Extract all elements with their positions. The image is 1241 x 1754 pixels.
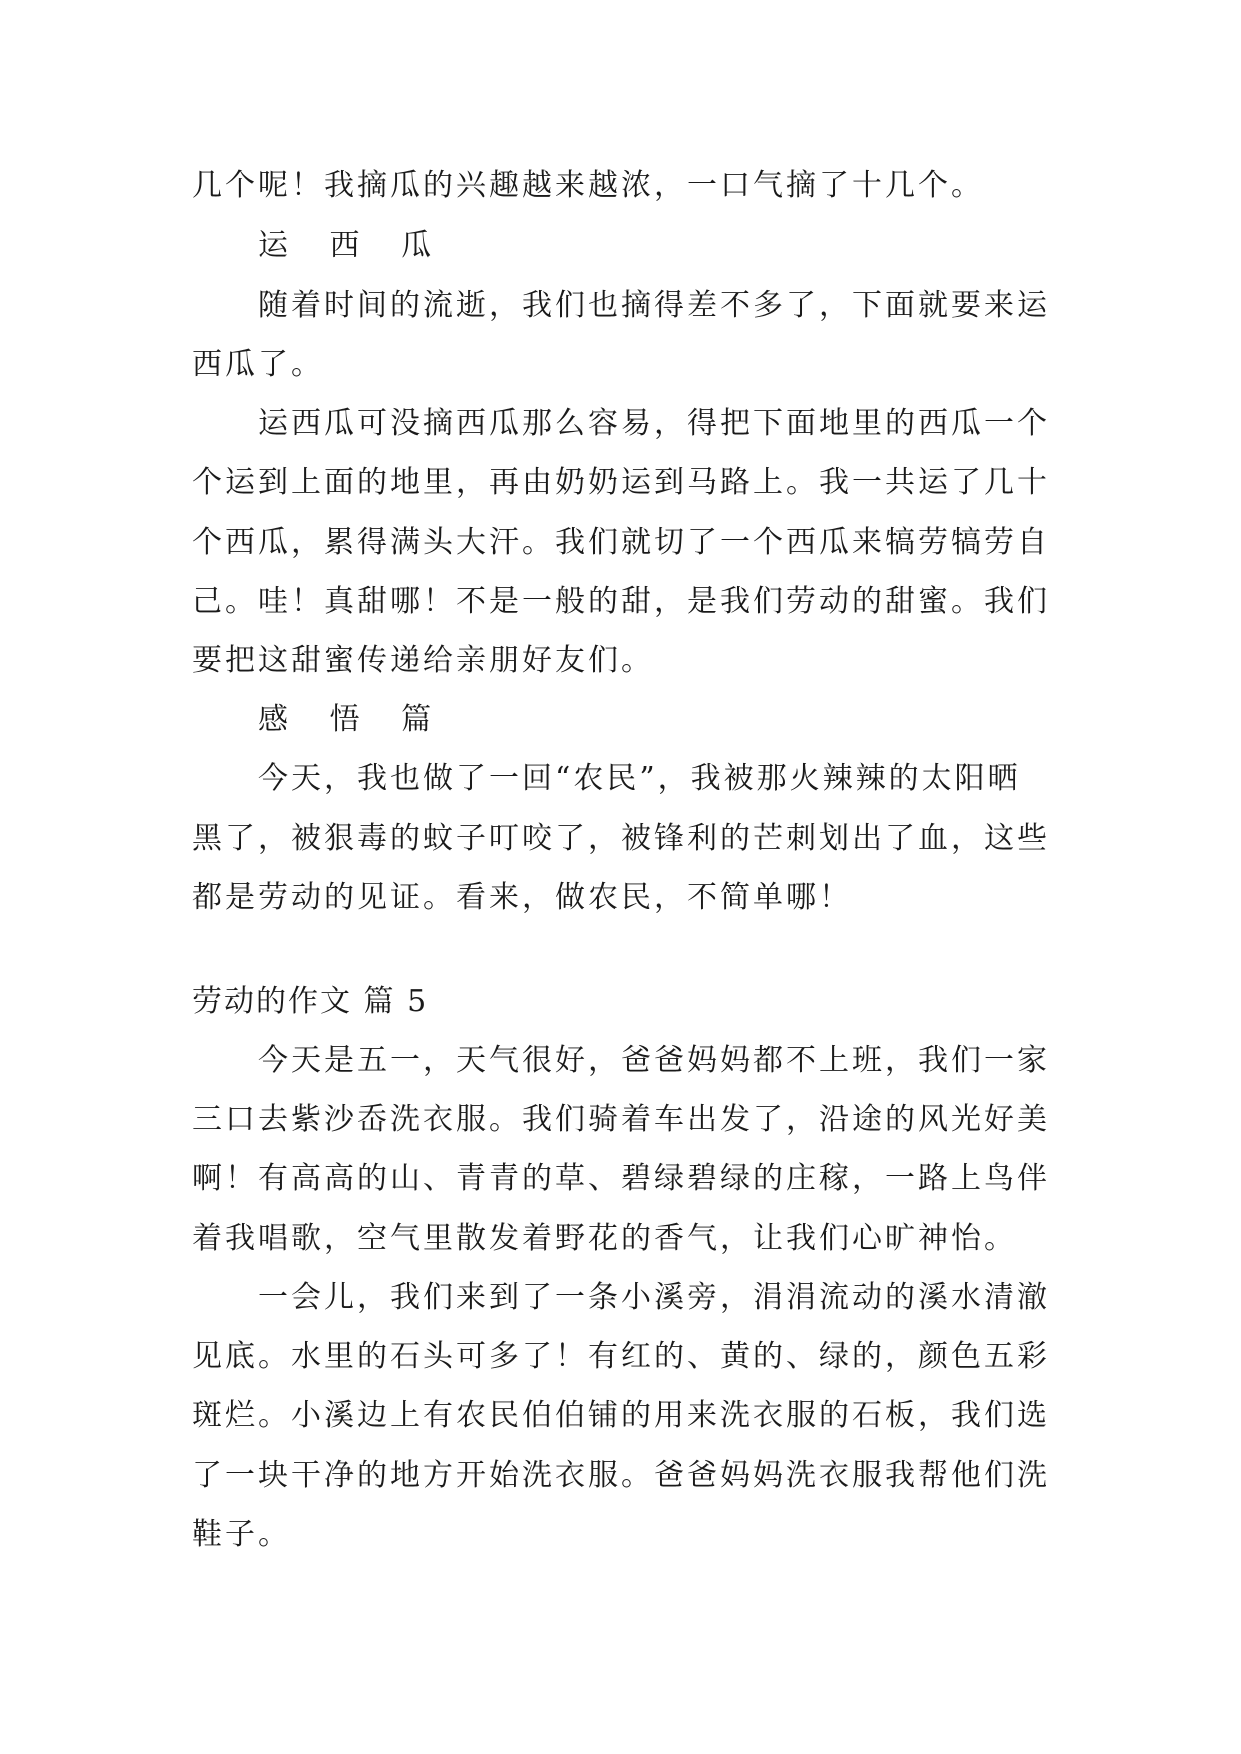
paragraph-line: 几个呢！我摘瓜的兴趣越来越浓，一口气摘了十几个。	[192, 168, 984, 203]
paragraph-line: 今天，我也做了一回“农民”，我被那火辣辣的太阳晒	[258, 761, 1021, 796]
paragraph-line: 斑烂。小溪边上有农民伯伯铺的用来洗衣服的石板，我们选	[192, 1398, 1050, 1433]
section-title: 劳动的作文 篇 5	[192, 984, 429, 1019]
paragraph-line: 三口去紫沙岙洗衣服。我们骑着车出发了，沿途的风光好美	[192, 1102, 1050, 1137]
paragraph-line: 随着时间的流逝，我们也摘得差不多了，下面就要来运	[258, 288, 1050, 323]
paragraph-line: 西瓜了。	[192, 347, 324, 382]
sub-heading-transport-watermelon: 运 西 瓜	[258, 228, 448, 263]
paragraph-line: 个运到上面的地里，再由奶奶运到马路上。我一共运了几十	[192, 465, 1050, 500]
paragraph-line: 黑了，被狠毒的蚊子叮咬了，被锋利的芒刺划出了血，这些	[192, 821, 1050, 856]
sub-heading-reflection: 感 悟 篇	[258, 702, 448, 737]
paragraph-line: 见底。水里的石头可多了！有红的、黄的、绿的，颜色五彩	[192, 1339, 1050, 1374]
paragraph-line: 个西瓜，累得满头大汗。我们就切了一个西瓜来犒劳犒劳自	[192, 525, 1050, 560]
paragraph-line: 运西瓜可没摘西瓜那么容易，得把下面地里的西瓜一个	[258, 406, 1050, 441]
paragraph-line: 一会儿，我们来到了一条小溪旁，涓涓流动的溪水清澈	[258, 1280, 1050, 1315]
paragraph-line: 啊！有高高的山、青青的草、碧绿碧绿的庄稼，一路上鸟伴	[192, 1161, 1050, 1196]
paragraph-line: 鞋子。	[192, 1517, 291, 1552]
paragraph-line: 了一块干净的地方开始洗衣服。爸爸妈妈洗衣服我帮他们洗	[192, 1458, 1050, 1493]
paragraph-line: 要把这甜蜜传递给亲朋好友们。	[192, 643, 654, 678]
paragraph-line: 今天是五一，天气很好，爸爸妈妈都不上班，我们一家	[258, 1043, 1050, 1078]
paragraph-line: 都是劳动的见证。看来，做农民，不简单哪！	[192, 880, 852, 915]
paragraph-line: 己。哇！真甜哪！不是一般的甜，是我们劳动的甜蜜。我们	[192, 584, 1050, 619]
paragraph-line: 着我唱歌，空气里散发着野花的香气，让我们心旷神怡。	[192, 1221, 1017, 1256]
